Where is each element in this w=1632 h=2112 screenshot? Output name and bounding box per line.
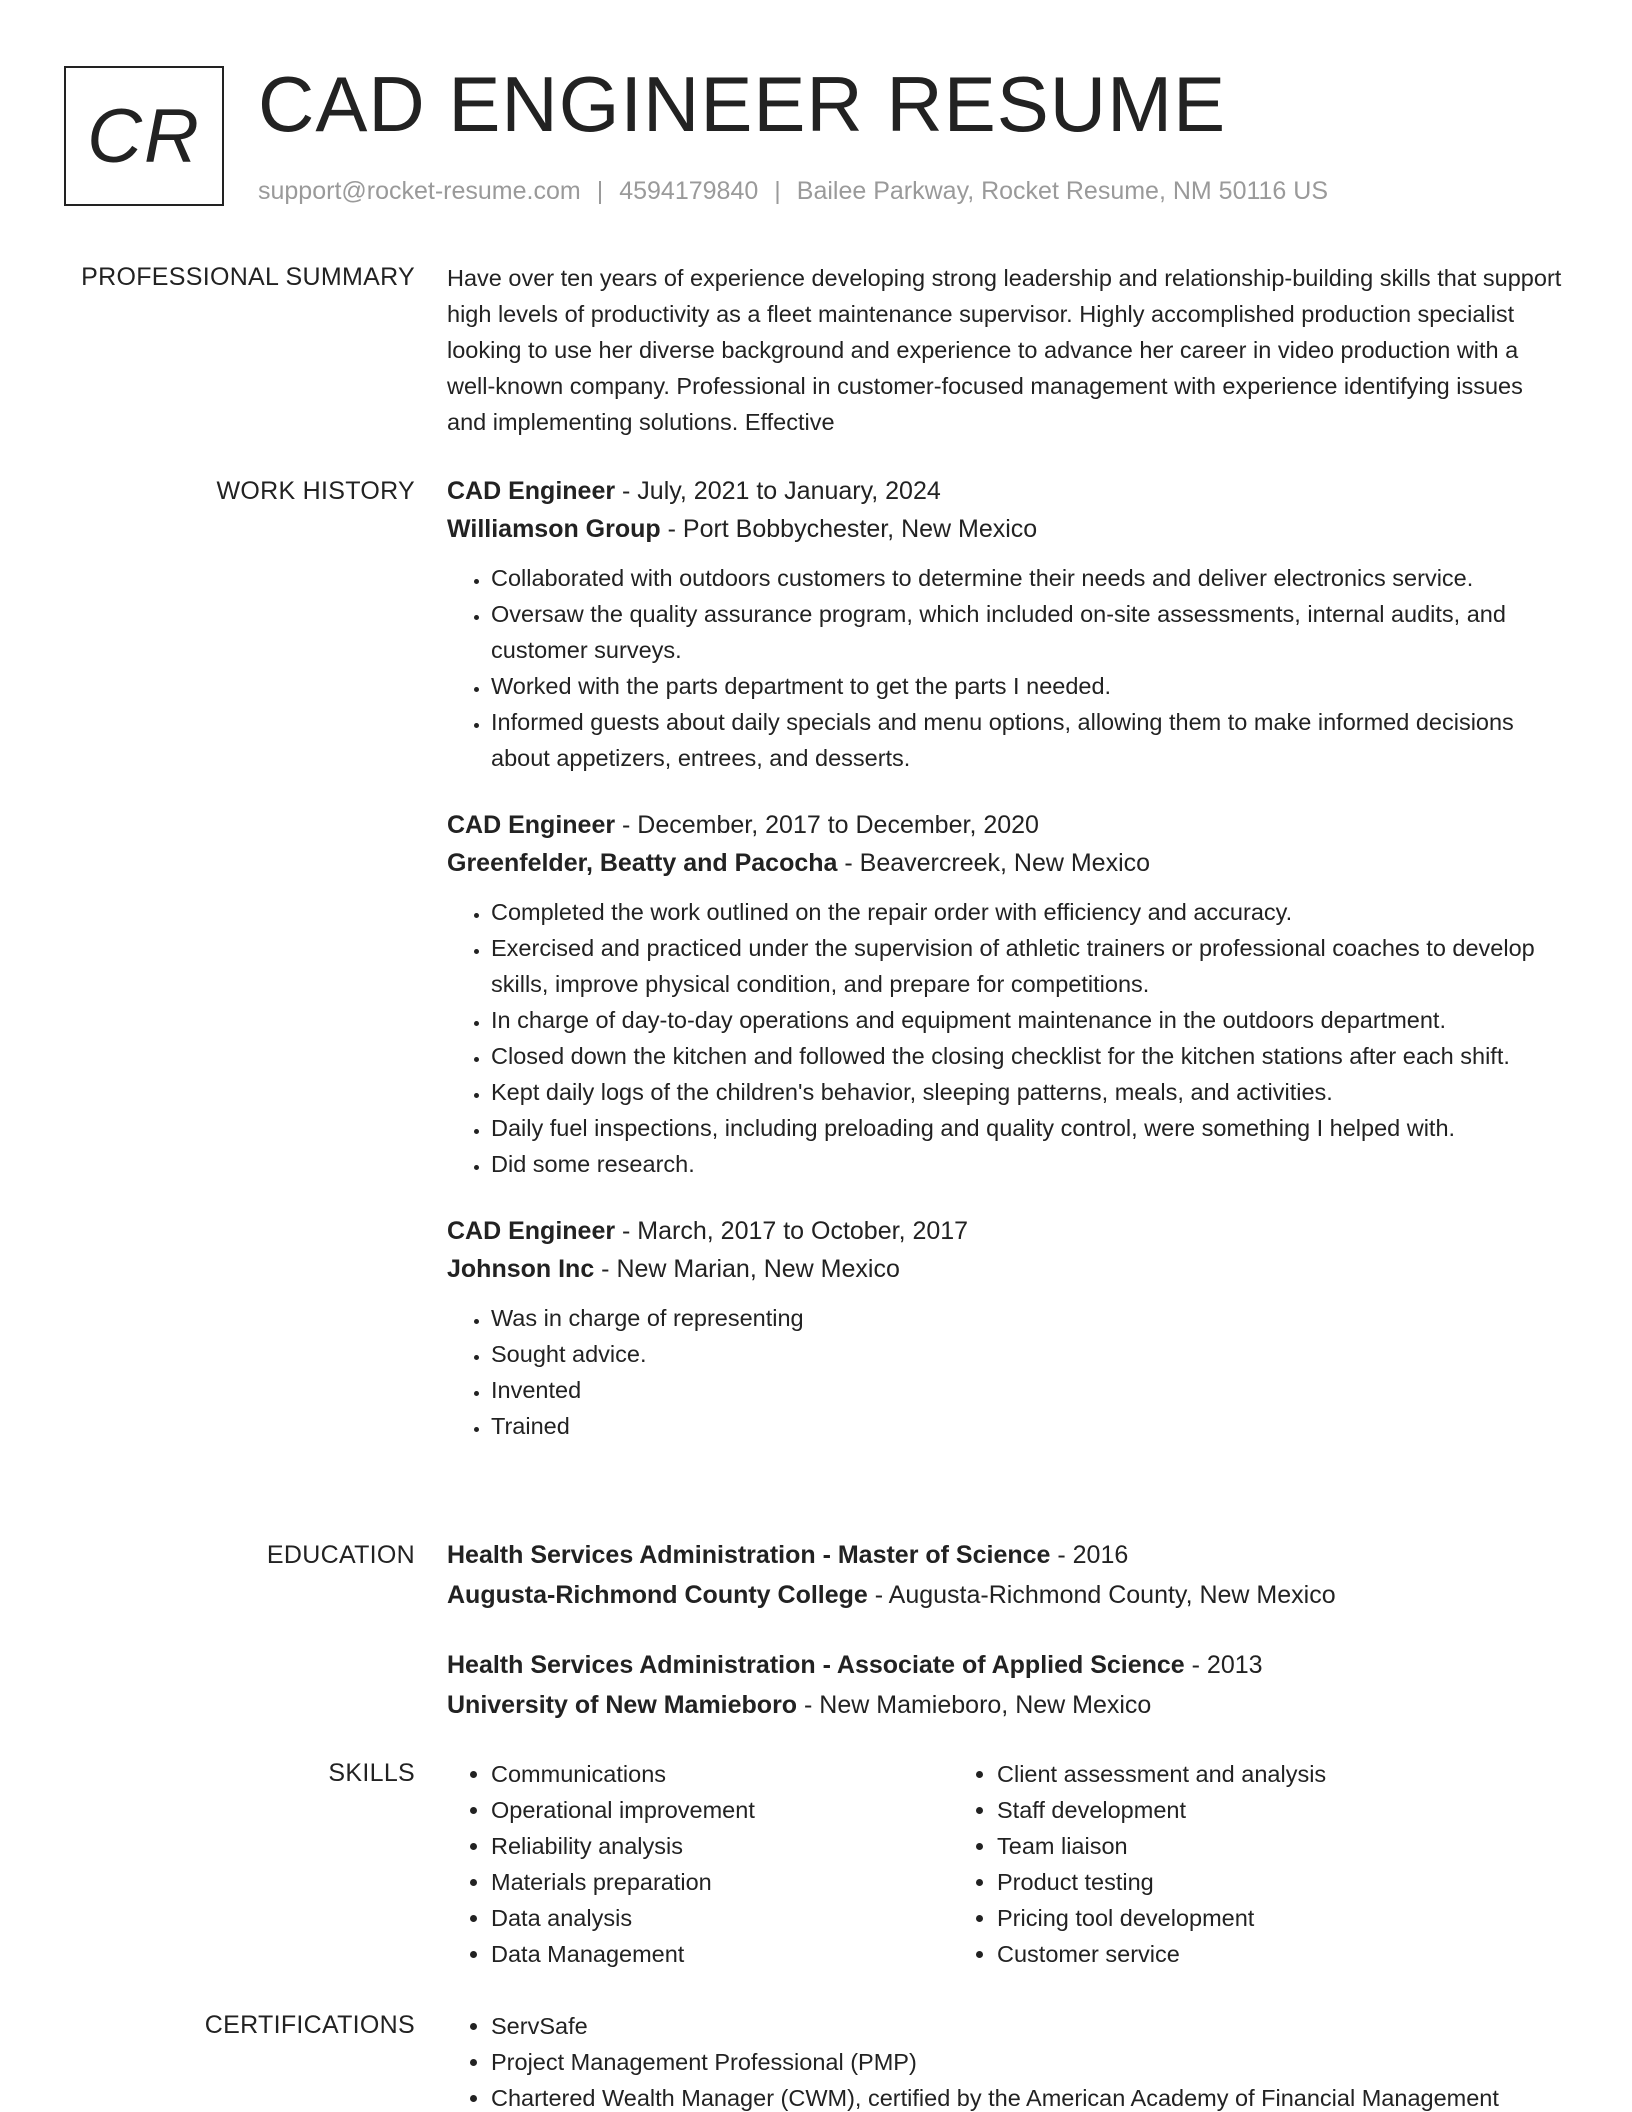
contact-separator: | bbox=[774, 177, 781, 205]
certification-item: • Chartered Wealth Manager (CWM), certified by the American Academy of Financial Management bbox=[491, 2080, 1567, 2112]
job-dates: - March, 2017 to October, 2017 bbox=[615, 1217, 969, 1245]
skills-grid bbox=[447, 1756, 1567, 1972]
job-location: - Port Bobbychester, New Mexico bbox=[660, 515, 1038, 543]
section-heading-work-history: WORK HISTORY bbox=[216, 477, 415, 505]
skill-item: • Client assessment and analysis bbox=[997, 1756, 1459, 1792]
certification-item: • Project Management Professional (PMP) bbox=[491, 2044, 1567, 2080]
education-year: - 2013 bbox=[1184, 1651, 1263, 1679]
summary-text: Have over ten years of experience developing strong leadership and relationship-building skills that support high levels of productivity as a fleet maintenance supervisor. Highly accomplished production specialist looking to use her diverse background and experience to advance her career in video production with a well-known company. Professional in customer-focused management with experience identifying issues and implementing solutions. Effective bbox=[447, 265, 1562, 435]
education-degree-line bbox=[447, 1535, 1567, 1575]
job-duty-item: • Completed the work outlined on the repair order with efficiency and accuracy. bbox=[491, 894, 1567, 930]
job-entry bbox=[447, 1212, 1567, 1444]
skills-body bbox=[447, 1756, 1567, 1972]
job-location: - Beavercreek, New Mexico bbox=[837, 849, 1151, 877]
skill-item: • Reliability analysis bbox=[491, 1828, 953, 1864]
section-heading-summary: PROFESSIONAL SUMMARY bbox=[81, 263, 415, 291]
job-duty-item: • Daily fuel inspections, including preloading and quality control, were something I helped with. bbox=[491, 1110, 1567, 1146]
education-entry bbox=[447, 1645, 1567, 1725]
job-duties-list bbox=[447, 1300, 1567, 1444]
job-title: CAD Engineer bbox=[447, 1217, 616, 1245]
job-title: CAD Engineer bbox=[447, 811, 616, 839]
contact-address: Bailee Parkway, Rocket Resume, NM 50116 US bbox=[796, 177, 1329, 205]
contact-phone[interactable]: 4594179840 bbox=[619, 177, 759, 205]
job-duty-item: • Did some research. bbox=[491, 1146, 1567, 1182]
job-location: - New Marian, New Mexico bbox=[594, 1255, 900, 1283]
job-title: CAD Engineer bbox=[447, 477, 616, 505]
job-duty-item: • Closed down the kitchen and followed the closing checklist for the kitchen stations after each shift. bbox=[491, 1038, 1567, 1074]
skill-item: • Communications bbox=[491, 1756, 953, 1792]
skill-item: • Materials preparation bbox=[491, 1864, 953, 1900]
skill-item: • Data analysis bbox=[491, 1900, 953, 1936]
job-company: Greenfelder, Beatty and Pacocha bbox=[447, 849, 838, 877]
education-degree: Health Services Administration - Associate of Applied Science bbox=[447, 1651, 1185, 1679]
job-duties-list bbox=[447, 560, 1567, 776]
contact-line bbox=[258, 174, 1328, 208]
certifications-list bbox=[447, 2008, 1567, 2112]
job-entry bbox=[447, 806, 1567, 1182]
job-title-line bbox=[447, 472, 1567, 510]
contact-email[interactable]: support@rocket-resume.com bbox=[258, 177, 581, 205]
education-location: - New Mamieboro, New Mexico bbox=[797, 1691, 1152, 1719]
job-duty-item: • Informed guests about daily specials and menu options, allowing them to make informed decisions about appetizers, entrees, and desserts. bbox=[491, 704, 1567, 776]
job-company-line bbox=[447, 1250, 1567, 1288]
job-duty-item: • Collaborated with outdoors customers to determine their needs and deliver electronics service. bbox=[491, 560, 1567, 596]
job-title-line bbox=[447, 806, 1567, 844]
job-duty-item: • Worked with the parts department to get the parts I needed. bbox=[491, 668, 1567, 704]
job-entry bbox=[447, 472, 1567, 776]
job-dates: - July, 2021 to January, 2024 bbox=[615, 477, 941, 505]
monogram-initials: CR bbox=[87, 93, 201, 179]
education-school-line bbox=[447, 1685, 1567, 1725]
skill-item: • Data Management bbox=[491, 1936, 953, 1972]
section-heading-certifications: CERTIFICATIONS bbox=[204, 2011, 415, 2039]
job-title-line bbox=[447, 1212, 1567, 1250]
job-duty-item: • Trained bbox=[491, 1408, 1567, 1444]
education-year: - 2016 bbox=[1050, 1541, 1129, 1569]
education-entry bbox=[447, 1535, 1567, 1615]
education-degree: Health Services Administration - Master of Science bbox=[447, 1541, 1051, 1569]
education-school: University of New Mamieboro bbox=[447, 1691, 798, 1719]
skill-item: • Staff development bbox=[997, 1792, 1459, 1828]
job-company: Williamson Group bbox=[447, 515, 661, 543]
job-company-line bbox=[447, 844, 1567, 882]
work-history-body bbox=[447, 472, 1567, 1474]
skill-item: • Operational improvement bbox=[491, 1792, 953, 1828]
education-school-line bbox=[447, 1575, 1567, 1615]
education-school: Augusta-Richmond County College bbox=[447, 1581, 868, 1609]
skill-item: • Team liaison bbox=[997, 1828, 1459, 1864]
job-duty-item: • Invented bbox=[491, 1372, 1567, 1408]
job-duties-list bbox=[447, 894, 1567, 1182]
resume-title: CAD ENGINEER RESUME bbox=[258, 60, 1227, 148]
job-duty-item: • Exercised and practiced under the supervision of athletic trainers or professional coaches to develop skills, improve physical condition, and prepare for competitions. bbox=[491, 930, 1567, 1002]
section-heading-education: EDUCATION bbox=[266, 1541, 415, 1569]
skill-item: • Product testing bbox=[997, 1864, 1459, 1900]
job-dates: - December, 2017 to December, 2020 bbox=[615, 811, 1039, 839]
job-company: Johnson Inc bbox=[447, 1255, 595, 1283]
skills-list-right bbox=[953, 1756, 1459, 1972]
section-heading-skills: SKILLS bbox=[328, 1759, 415, 1787]
education-location: - Augusta-Richmond County, New Mexico bbox=[867, 1581, 1336, 1609]
certifications-body bbox=[447, 2008, 1567, 2112]
skills-list-left bbox=[447, 1756, 953, 1972]
monogram-box bbox=[64, 66, 224, 206]
job-duty-item: • Was in charge of representing bbox=[491, 1300, 1567, 1336]
job-duty-item: • In charge of day-to-day operations and equipment maintenance in the outdoors department. bbox=[491, 1002, 1567, 1038]
contact-separator: | bbox=[596, 177, 604, 205]
skill-item: • Customer service bbox=[997, 1936, 1459, 1972]
job-duty-item: • Kept daily logs of the children's behavior, sleeping patterns, meals, and activities. bbox=[491, 1074, 1567, 1110]
education-body bbox=[447, 1535, 1567, 1755]
job-duty-item: • Sought advice. bbox=[491, 1336, 1567, 1372]
job-duty-item: • Oversaw the quality assurance program, which included on-site assessments, internal audits, and customer surveys. bbox=[491, 596, 1567, 668]
education-degree-line bbox=[447, 1645, 1567, 1685]
job-company-line bbox=[447, 510, 1567, 548]
certification-item: • ServSafe bbox=[491, 2008, 1567, 2044]
summary-body bbox=[447, 260, 1567, 440]
skill-item: • Pricing tool development bbox=[997, 1900, 1459, 1936]
